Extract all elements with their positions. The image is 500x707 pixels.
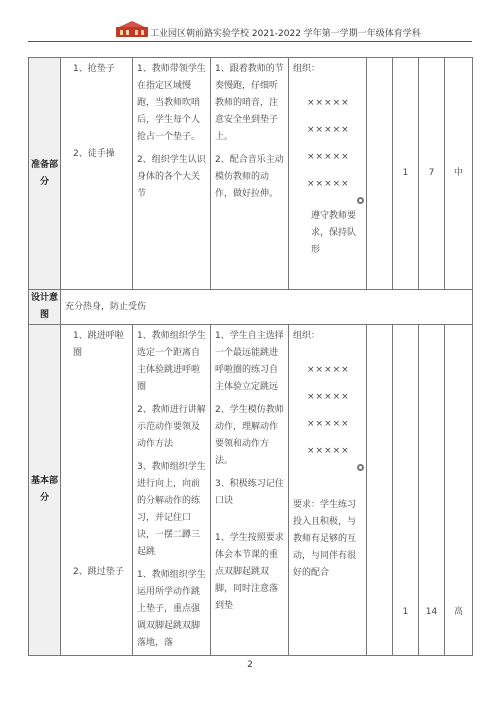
formation-row: ××××× bbox=[307, 392, 350, 402]
basic-empty-cell bbox=[367, 325, 393, 656]
prep-content-item: 1、抢垫子 bbox=[73, 64, 115, 74]
basic-teacher-cell bbox=[133, 325, 211, 656]
prep-content-cell bbox=[61, 58, 133, 290]
lesson-plan-table bbox=[28, 57, 473, 656]
basic-organization-cell bbox=[289, 325, 367, 656]
basic-content-item: 2、跳过垫子 bbox=[73, 567, 124, 577]
prep-row bbox=[29, 58, 473, 290]
prep-teacher-step: 1、教师带领学生在指定区域慢跑，当教师吹哨后，学生每个人抢占一个垫子。 bbox=[137, 64, 206, 142]
basic-times: 1 bbox=[402, 607, 409, 617]
basic-student-step: 1、学生自主选择一个最远能跳进呼啦圈的练习自主体验立定跳远 bbox=[215, 331, 284, 392]
formation-row: ××××× bbox=[307, 446, 350, 456]
basic-times-cell bbox=[393, 325, 419, 656]
basic-student-step: 2、学生模仿教师动作，理解动作要领和动作方法。 bbox=[215, 405, 284, 466]
prep-empty-cell bbox=[367, 58, 393, 290]
basic-student-cell bbox=[211, 325, 289, 656]
design-text: 充分热身，防止受伤 bbox=[65, 301, 147, 312]
teacher-position-icon bbox=[357, 464, 364, 471]
prep-times: 1 bbox=[393, 58, 419, 290]
section-label-design: 设计意图 bbox=[29, 290, 61, 325]
header-title: 工业园区朝前路实验学校 2021-2022 学年第一学期一年级体育学科 bbox=[150, 29, 421, 39]
basic-content-cell bbox=[61, 325, 133, 656]
basic-teacher-step: 2、教师进行讲解示范动作要领及动作方法 bbox=[137, 405, 206, 449]
org-label: 组织： bbox=[293, 64, 321, 74]
basic-content-item: 1、跳进呼啦圈 bbox=[73, 331, 124, 358]
page-number: 2 bbox=[247, 660, 253, 670]
prep-teacher-step: 2、组织学生认识身体的各个大关节 bbox=[137, 155, 206, 199]
basic-minutes: 14 bbox=[425, 607, 438, 617]
teacher-position-icon bbox=[357, 197, 364, 204]
prep-minutes: 7 bbox=[419, 58, 445, 290]
basic-intensity: 高 bbox=[453, 607, 463, 617]
design-row bbox=[29, 290, 473, 325]
basic-student-step: 3、积极练习记住口诀 bbox=[215, 479, 284, 506]
basic-teacher-step: 3、教师组织学生进行向上，向前的分解动作的练习，并记住口诀，一摆二蹲三起跳 bbox=[137, 462, 206, 557]
header-divider bbox=[28, 41, 472, 42]
basic-teacher-step: 1、教师组织学生选定一个距离自主体验跳进呼啦圈 bbox=[137, 331, 206, 392]
prep-teacher-cell bbox=[133, 58, 211, 290]
prep-organization-cell bbox=[289, 58, 367, 290]
basic-student-step: 1、学生按照要求体会本节课的重点双脚起跳双脚，同时注意落到垫 bbox=[215, 533, 284, 611]
prep-intensity: 中 bbox=[445, 58, 473, 290]
prep-student-step: 2、配合音乐主动模仿教师的动作，做好拉伸。 bbox=[215, 155, 284, 199]
basic-requirement: 要求：学生练习投入且积极，与教师有足够的互动，与同伴有很好的配合 bbox=[293, 500, 357, 578]
basic-teacher-step: 1、教师组织学生运用所学动作跳上垫子，重点强调双脚起跳双脚落地，落 bbox=[137, 570, 206, 648]
formation-row: ××××× bbox=[307, 365, 350, 375]
page-header bbox=[0, 0, 500, 44]
prep-student-step: 1、跟着教师的节奏慢跑，仔细听教师的哨音，注意安全坐到垫子上。 bbox=[215, 64, 284, 142]
prep-student-cell bbox=[211, 58, 289, 290]
basic-minutes-cell bbox=[419, 325, 445, 656]
basic-row bbox=[29, 325, 473, 656]
design-text-cell bbox=[61, 290, 473, 325]
formation-row: ××××× bbox=[307, 179, 350, 189]
formation-row: ××××× bbox=[307, 98, 350, 108]
formation-row: ××××× bbox=[307, 152, 350, 162]
basic-intensity-cell bbox=[445, 325, 473, 656]
prep-requirement: 遵守教师要求，保持队形 bbox=[311, 211, 357, 255]
org-label: 组织： bbox=[293, 331, 321, 341]
formation-row: ××××× bbox=[307, 419, 350, 429]
section-label-prep: 准备部分 bbox=[29, 58, 61, 290]
prep-content-item: 2、徒手操 bbox=[73, 149, 115, 159]
formation-row: ××××× bbox=[307, 125, 350, 135]
section-label-basic: 基本部分 bbox=[29, 325, 61, 656]
school-logo bbox=[116, 21, 148, 37]
